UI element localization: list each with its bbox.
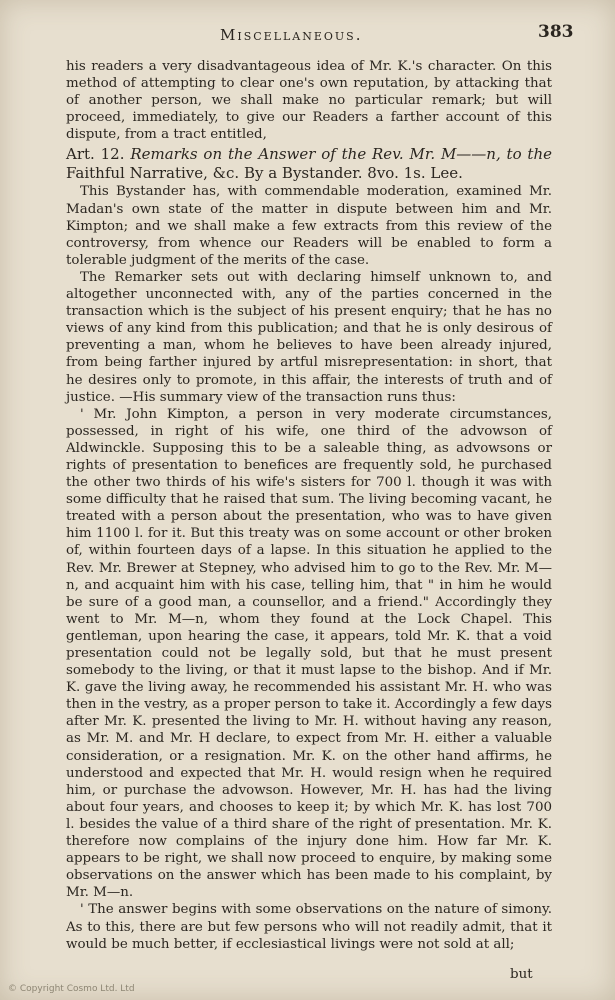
article-number: Art. 12. xyxy=(66,145,125,164)
paragraph-bystander: This Bystander has, with commendable moderation, examined Mr. Madan's own state of the matter in dispute between him and Mr. Kimpton; and we shall make a few extracts from this review of the controversy, from whence our Readers will be enabled to form a tolerable judgment of the merits of the case. xyxy=(66,184,552,268)
catchword: but xyxy=(510,967,533,982)
page-header xyxy=(0,22,615,52)
paragraph-remarker: The Remarker sets out with declaring himself unknown to, and altogether unconnected with, any of the parties concerned in the transaction which is the subject of his present enquiry; that he has no views of any kind from this publication; and that he is only desirous of preventing a man, whom he believes to have been already injured, from being farther injured by artful misrepresentation: in short, that he desires only to promote, in this affair, the interests of truth and of justice. —His summary view of the transaction runs thus: xyxy=(66,269,552,405)
paragraph-simony: ' The answer begins with some observations on the nature of simony. As to this, there are but few persons who will not readily admit, that it would be much better, if ecclesiastical livings were not sold at all; xyxy=(66,902,552,952)
body-text xyxy=(66,58,552,953)
article-title-line2: Faithful Narrative, &c. By a Bystander. 8vo. 1s. Lee. xyxy=(66,164,463,183)
paragraph-intro: his readers a very disadvantageous idea of Mr. K.'s character. On this method of attempting to clear one's own reputation, by attacking that of another person, we shall make no particular remark; but will proceed, immediately, to give our Readers a farther account of this dispute, from a tract entitled, xyxy=(66,59,552,143)
article-heading xyxy=(66,145,552,183)
running-head: Miscellaneous. xyxy=(220,26,363,44)
copyright-watermark: © Copyright Cosmo Ltd. Ltd xyxy=(8,984,135,994)
paragraph-quotation: ' Mr. John Kimpton, a person in very moderate circumstances, possessed, in right of his wife, one third of the advowson of Aldwinckle. Supposing this to be a saleable thing, as advowsons or rights of presentation to benefices are frequently sold, he purchased the other two thirds of his wife's sisters for 700 l. though it was with some difficulty that he raised that sum. The living becoming vacant, he treated with a person about the presentation, who was to have given him 1100 l. for it. But this treaty was on some account or other broken of, within fourteen days of a lapse. In this situation he applied to the Rev. Mr. Brewer at Stepney, who advised him to go to the Rev. Mr. M—n, and acquaint him with his case, telling him, that " in him he would be sure of a good man, a counsellor, and a friend." Accordingly they went to Mr. M—n, whom they found at the Lock Chapel. This gentleman, upon hearing the case, it appears, told Mr. K. that a void presentation could not be legally sold, but that he must present somebody to the living, or that it must lapse to the bishop. And if Mr. K. gave the living away, he recommended his assistant Mr. H. who was then in the vestry, as a proper person to take it. Accordingly a few days after Mr. K. presented the living to Mr. H. without having any reason, as Mr. M. and Mr. H declare, to expect from Mr. H. either a valuable consideration, or a resignation. Mr. K. on the other hand affirms, he understood and expected that Mr. H. would resign when he required him, or purchase the advowson. However, Mr. H. has had the living about four years, and chooses to keep it; by which Mr. K. has lost 700 l. besides the value of a third share of the right of presentation. Mr. K. therefore now complains of the injury done him. How far Mr. K. appears to be right, we shall now proceed to enquire, by making some observations on the answer which has been made to his complaint, by Mr. M—n. xyxy=(66,406,552,901)
page-number: 383 xyxy=(538,22,574,42)
article-title: Remarks on the Answer of the Rev. Mr. M——n, to the xyxy=(130,145,552,164)
